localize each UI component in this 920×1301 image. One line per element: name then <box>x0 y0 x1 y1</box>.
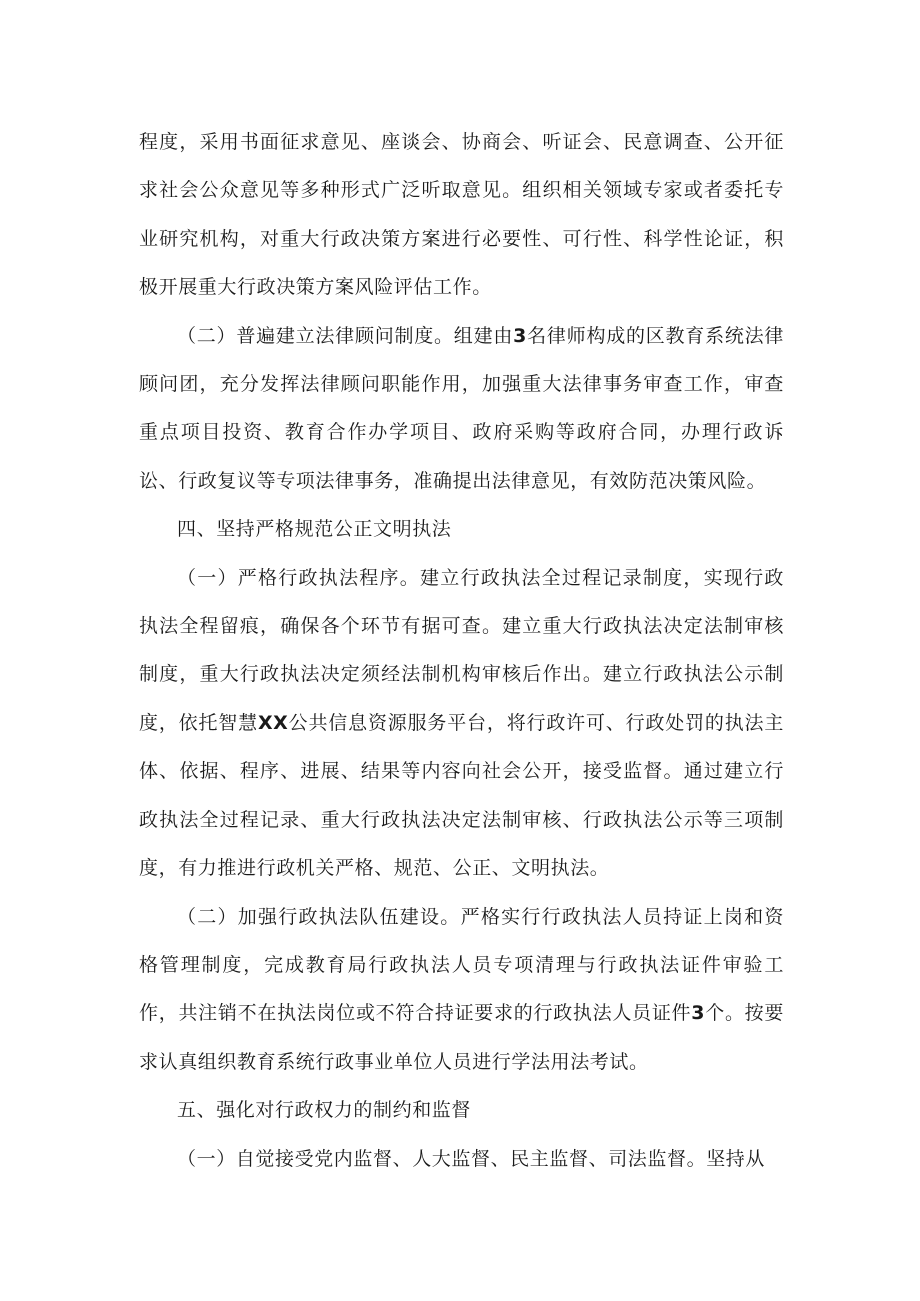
section-heading-four: 四、坚持严格规范公正文明执法 <box>177 518 452 541</box>
paragraph-text: （二）普遍建立法律顾问制度。组建由 <box>177 324 514 347</box>
document-body <box>139 118 784 1183</box>
paragraph-enforcement-procedure <box>139 554 784 893</box>
paragraph-text: （一）严格行政执法程序。建立行政执法全过程记录制度，实现行政执法全程留痕，确保各个环节有据可查。建立重大行政执法决定法制审核制度，重大行政执法决定须经法制机构审核后作出。建立行政执法公示制度，依托智慧 <box>139 566 784 734</box>
paragraph-enforcement-team <box>139 893 784 1087</box>
paragraph-continuation: 程度，采用书面征求意见、座谈会、协商会、听证会、民意调查、公开征求社会公众意见等多种形式广泛听取意见。组织相关领域专家或者委托专业研究机构，对重大行政决策方案进行必要性、可行性、科学性论证，积极开展重大行政决策方案风险评估工作。 <box>139 131 784 299</box>
paragraph-text: 公共信息资源服务平台，将行政许可、行政处罚的执法主体、依据、程序、进展、结果等内容向社会公开，接受监督。通过建立行政执法全过程记录、重大行政执法决定法制审核、行政执法公示等三项制度，有力推进行政机关严格、规范、公正、文明执法。 <box>139 711 784 880</box>
paragraph-text: （二）加强行政执法队伍建设。严格实行行政执法人员持证上岗和资格管理制度，完成教育局行政执法人员专项清理与行政执法证件审验工作，共注销不在执法岗位或不符合持证要求的行政执法人员证件 <box>139 905 784 1025</box>
paragraph-text: 名律师构成的区教育系统法律顾问团，充分发挥法律顾问职能作用，加强重大法律事务审查工作，审查重点项目投资、教育合作办学项目、政府采购等政府合同，办理行政诉讼、行政复议等专项法律事务，准确提出法律意见，有效防范决策风险。 <box>139 324 784 492</box>
paragraph-legal-advisor <box>139 312 784 506</box>
placeholder-xx: XX <box>257 711 289 734</box>
section-heading-five: 五、强化对行政权力的制约和监督 <box>177 1099 472 1122</box>
number-value: 3 <box>513 324 527 347</box>
paragraph-text: 个。按要求认真组织教育系统行政事业单位人员进行学法用法考试。 <box>139 1002 784 1073</box>
number-value: 3 <box>691 1002 706 1025</box>
paragraph-supervision: （一）自觉接受党内监督、人大监督、民主监督、司法监督。坚持从 <box>177 1147 766 1170</box>
